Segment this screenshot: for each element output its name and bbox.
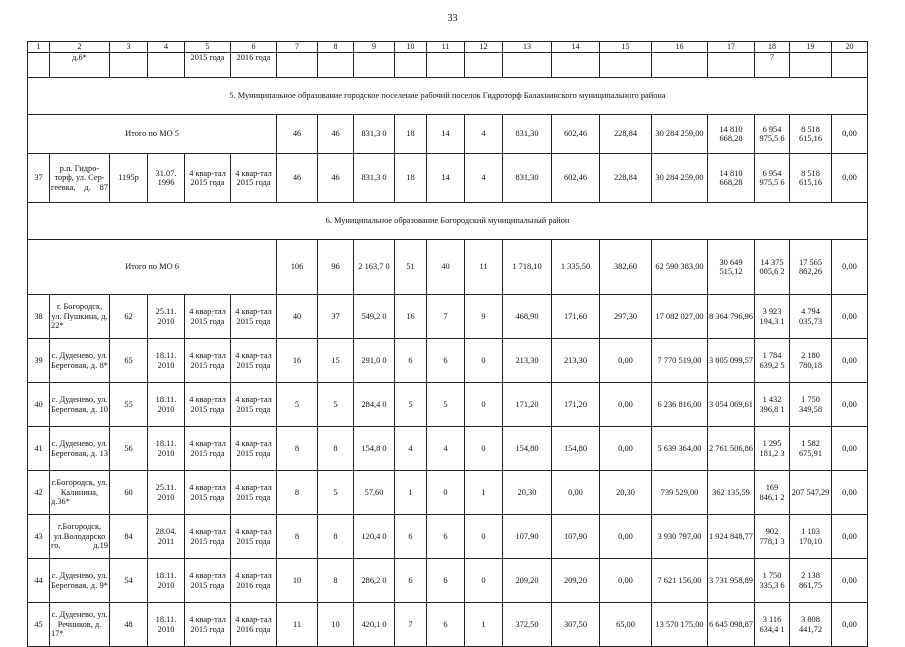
cell-c20: 0,00: [832, 559, 868, 603]
cell-c4: 18.11. 2010: [148, 603, 185, 647]
column-number: 8: [318, 42, 354, 53]
cell-c13: 209,20: [503, 559, 552, 603]
cell-c4: 28.04. 2011: [148, 515, 185, 559]
cell-c10: 18: [395, 154, 427, 203]
cell-c13: 171,20: [503, 383, 552, 427]
cell-c6: 4 квар-тал 2016 года: [231, 559, 277, 603]
cell-c16: 5 639 364,00: [652, 427, 708, 471]
cont-c18: 7: [755, 53, 790, 78]
column-number: 9: [354, 42, 395, 53]
cell-c20: 0,00: [832, 515, 868, 559]
cell-c18: 902 778,1 3: [755, 515, 790, 559]
cell-c8: 10: [318, 603, 354, 647]
cell-c11: 4: [427, 427, 465, 471]
cell-c18: 6 954 975,5 6: [755, 154, 790, 203]
table-row: [28, 339, 868, 383]
address-cell: с. Дуденево, ул. Речников, д. 17*: [50, 603, 110, 647]
column-number: 1: [28, 42, 50, 53]
cell-c20: 0,00: [832, 295, 868, 339]
column-number: 15: [600, 42, 652, 53]
cell-c5: 4 квар-тал 2015 года: [185, 559, 231, 603]
cell-c20: 0,00: [832, 383, 868, 427]
address-cell: с. Дуденево, ул. Береговая, д. 13: [50, 427, 110, 471]
cell-c19: 4 794 035,73: [790, 295, 832, 339]
cell-c8: 8: [318, 559, 354, 603]
cell-c4: 25.11. 2010: [148, 471, 185, 515]
cell-c15: 65,00: [600, 603, 652, 647]
total-cell-c11: 14: [427, 115, 465, 154]
column-number: 13: [503, 42, 552, 53]
total-cell-c20: 0,00: [832, 240, 868, 295]
cell-c1: 41: [28, 427, 50, 471]
section-5-header: [28, 78, 868, 115]
total-cell-c13: 1 718,10: [503, 240, 552, 295]
total-row-mo6: [28, 240, 868, 295]
cell-c18: 1 432 396,8 1: [755, 383, 790, 427]
cell-c1: 37: [28, 154, 50, 203]
cell-c3: 65: [110, 339, 148, 383]
total-label: Итого по МО 5: [28, 115, 277, 154]
cell-c1: 38: [28, 295, 50, 339]
cell-c14: 0,00: [552, 471, 600, 515]
continuation-row: [28, 53, 868, 78]
cell-c8: 5: [318, 383, 354, 427]
cell-c20: 0,00: [832, 154, 868, 203]
cell-c5: 4 квар-тал 2015 года: [185, 339, 231, 383]
column-number: 12: [465, 42, 503, 53]
cell-c17: 2 761 506,86: [708, 427, 755, 471]
total-cell-c8: 46: [318, 115, 354, 154]
cell-c17: 362 135,59: [708, 471, 755, 515]
column-number: 16: [652, 42, 708, 53]
cell-c5: 4 квар-тал 2015 года: [185, 515, 231, 559]
cell-c10: 6: [395, 515, 427, 559]
table-row: [28, 515, 868, 559]
cell-c15: 0,00: [600, 339, 652, 383]
cell-c18: 3 116 634,4 1: [755, 603, 790, 647]
cell-c10: 6: [395, 339, 427, 383]
total-cell-c17: 30 649 515,12: [708, 240, 755, 295]
cell-c8: 37: [318, 295, 354, 339]
column-number: 6: [231, 42, 277, 53]
section-6-header: [28, 203, 868, 240]
cell-c14: 171,60: [552, 295, 600, 339]
total-cell-c20: 0,00: [832, 115, 868, 154]
cell-c15: 228,84: [600, 154, 652, 203]
cell-c18: 3 923 194,3 1: [755, 295, 790, 339]
address-cell: р.п. Гидро-торф, ул. Сер-геевка, д. 87: [50, 154, 110, 203]
cell-c13: 831,30: [503, 154, 552, 203]
address-cell: с. Дуденево, ул. Береговая, д. 9*: [50, 559, 110, 603]
cell-c15: 0,00: [600, 559, 652, 603]
total-cell-c7: 46: [277, 115, 318, 154]
cell-c15: 20,30: [600, 471, 652, 515]
cell-c5: 4 квар-тал 2015 года: [185, 471, 231, 515]
total-cell-c9: 2 163,7 0: [354, 240, 395, 295]
cell-c16: 30 284 259,00: [652, 154, 708, 203]
column-number: 11: [427, 42, 465, 53]
cont-c1: [28, 53, 50, 78]
cell-c16: 13 570 175,00: [652, 603, 708, 647]
total-cell-c10: 51: [395, 240, 427, 295]
table-row: [28, 427, 868, 471]
total-cell-c17: 14 810 668,28: [708, 115, 755, 154]
cell-c17: 6 645 098,87: [708, 603, 755, 647]
cell-c18: 169 846,1 2: [755, 471, 790, 515]
cell-c8: 5: [318, 471, 354, 515]
cell-c12: 0: [465, 515, 503, 559]
cell-c16: 17 082 027,00: [652, 295, 708, 339]
cell-c10: 4: [395, 427, 427, 471]
cell-c15: 0,00: [600, 383, 652, 427]
cell-c20: 0,00: [832, 603, 868, 647]
total-cell-c15: 228,84: [600, 115, 652, 154]
cell-c14: 602,46: [552, 154, 600, 203]
cell-c12: 4: [465, 154, 503, 203]
cell-c7: 8: [277, 515, 318, 559]
cell-c14: 209,20: [552, 559, 600, 603]
cell-c12: 9: [465, 295, 503, 339]
cell-c17: 1 924 848,77: [708, 515, 755, 559]
cell-c17: 3 731 958,89: [708, 559, 755, 603]
cont-c6: 2016 года: [231, 53, 277, 78]
cell-c15: 297,30: [600, 295, 652, 339]
cell-c14: 107,90: [552, 515, 600, 559]
total-cell-c8: 96: [318, 240, 354, 295]
cell-c6: 4 квар-тал 2015 года: [231, 471, 277, 515]
cell-c15: 0,00: [600, 427, 652, 471]
cont-address: д.6*: [50, 53, 110, 78]
cell-c7: 5: [277, 383, 318, 427]
cell-c5: 4 квар-тал 2015 года: [185, 154, 231, 203]
column-number: 3: [110, 42, 148, 53]
cell-c17: 3 805 099,57: [708, 339, 755, 383]
total-cell-c16: 62 590 383,00: [652, 240, 708, 295]
cell-c16: 739 529,00: [652, 471, 708, 515]
total-label: Итого по МО 6: [28, 240, 277, 295]
cell-c11: 5: [427, 383, 465, 427]
cell-c10: 16: [395, 295, 427, 339]
cell-c7: 10: [277, 559, 318, 603]
cell-c17: 14 810 668,28: [708, 154, 755, 203]
column-number: 2: [50, 42, 110, 53]
table-row: [28, 471, 868, 515]
column-number: 19: [790, 42, 832, 53]
cell-c16: 6 236 816,00: [652, 383, 708, 427]
cell-c19: 2 138 861,75: [790, 559, 832, 603]
cell-c18: 1 750 335,3 6: [755, 559, 790, 603]
cell-c9: 284,4 0: [354, 383, 395, 427]
cell-c9: 549,2 0: [354, 295, 395, 339]
cell-c1: 44: [28, 559, 50, 603]
cell-c11: 6: [427, 515, 465, 559]
cell-c7: 46: [277, 154, 318, 203]
cell-c3: 55: [110, 383, 148, 427]
cell-c18: 1 784 639,2 5: [755, 339, 790, 383]
cell-c14: 154,80: [552, 427, 600, 471]
cell-c9: 291,0 0: [354, 339, 395, 383]
cell-c12: 0: [465, 427, 503, 471]
cell-c11: 6: [427, 603, 465, 647]
cell-c19: 1 103 170,10: [790, 515, 832, 559]
total-cell-c19: 17 565 862,26: [790, 240, 832, 295]
cell-c4: 18.11. 2010: [148, 383, 185, 427]
address-cell: г.Богородск, ул. Калинина, д.36*: [50, 471, 110, 515]
table-row-37: [28, 154, 868, 203]
cell-c7: 40: [277, 295, 318, 339]
cell-c5: 4 квар-тал 2015 года: [185, 427, 231, 471]
cell-c9: 120,4 0: [354, 515, 395, 559]
cell-c5: 4 квар-тал 2015 года: [185, 383, 231, 427]
cell-c1: 42: [28, 471, 50, 515]
cell-c13: 20,30: [503, 471, 552, 515]
cell-c1: 45: [28, 603, 50, 647]
cell-c6: 4 квар-тал 2015 года: [231, 154, 277, 203]
cell-c19: 1 582 675,91: [790, 427, 832, 471]
cell-c6: 4 квар-тал 2015 года: [231, 515, 277, 559]
cell-c1: 43: [28, 515, 50, 559]
address-cell: с. Дуденево, ул. Береговая, д. 8*: [50, 339, 110, 383]
column-number: 20: [832, 42, 868, 53]
cell-c11: 7: [427, 295, 465, 339]
cell-c6: 4 квар-тал 2015 года: [231, 427, 277, 471]
cell-c6: 4 квар-тал 2015 года: [231, 339, 277, 383]
cell-c7: 11: [277, 603, 318, 647]
page-number: 33: [447, 13, 458, 24]
column-number: 4: [148, 42, 185, 53]
total-cell-c13: 831,30: [503, 115, 552, 154]
cell-c4: 18.11. 2010: [148, 559, 185, 603]
cell-c3: 60: [110, 471, 148, 515]
total-cell-c14: 1 335,50: [552, 240, 600, 295]
cell-c20: 0,00: [832, 339, 868, 383]
cell-c10: 5: [395, 383, 427, 427]
column-number: 14: [552, 42, 600, 53]
address-cell: г.Богородск, ул.Володарско го, д.19: [50, 515, 110, 559]
cell-c1: 39: [28, 339, 50, 383]
table-row: [28, 383, 868, 427]
cell-c6: 4 квар-тал 2015 года: [231, 295, 277, 339]
cell-c12: 1: [465, 603, 503, 647]
cell-c8: 8: [318, 427, 354, 471]
total-cell-c9: 831,3 0: [354, 115, 395, 154]
total-cell-c10: 18: [395, 115, 427, 154]
cell-c13: 213,30: [503, 339, 552, 383]
total-cell-c12: 4: [465, 115, 503, 154]
address-cell: с. Дуденево, ул. Береговая, д. 10: [50, 383, 110, 427]
column-number: 17: [708, 42, 755, 53]
cell-c12: 0: [465, 383, 503, 427]
cell-c11: 6: [427, 339, 465, 383]
column-number: 5: [185, 42, 231, 53]
column-number: 10: [395, 42, 427, 53]
cell-c8: 8: [318, 515, 354, 559]
cell-c3: 56: [110, 427, 148, 471]
cell-c7: 8: [277, 427, 318, 471]
cell-c3: 62: [110, 295, 148, 339]
total-cell-c16: 30 284 259,00: [652, 115, 708, 154]
cell-c16: 7 621 156,00: [652, 559, 708, 603]
cell-c9: 831,3 0: [354, 154, 395, 203]
cell-c8: 15: [318, 339, 354, 383]
cell-c10: 1: [395, 471, 427, 515]
cell-c3: 48: [110, 603, 148, 647]
cell-c13: 107,90: [503, 515, 552, 559]
cell-c1: 40: [28, 383, 50, 427]
housing-program-table: [27, 41, 868, 647]
cell-c19: 2 180 780,18: [790, 339, 832, 383]
cell-c14: 171,20: [552, 383, 600, 427]
cell-c12: 0: [465, 339, 503, 383]
cell-c10: 6: [395, 559, 427, 603]
column-number-row: [28, 42, 868, 53]
cell-c4: 18.11. 2010: [148, 427, 185, 471]
cell-c19: 8 518 615,16: [790, 154, 832, 203]
cell-c4: 31.07. 1996: [148, 154, 185, 203]
cell-c11: 0: [427, 471, 465, 515]
cell-c4: 25.11. 2010: [148, 295, 185, 339]
cell-c19: 207 547,29: [790, 471, 832, 515]
total-cell-c18: 14 375 005,6 2: [755, 240, 790, 295]
cell-c3: 54: [110, 559, 148, 603]
cell-c17: 8 364 796,96: [708, 295, 755, 339]
cell-c18: 1 295 181,2 3: [755, 427, 790, 471]
cell-c13: 468,90: [503, 295, 552, 339]
cell-c8: 46: [318, 154, 354, 203]
cell-c11: 14: [427, 154, 465, 203]
cont-c5: 2015 года: [185, 53, 231, 78]
cell-c3: 1195р: [110, 154, 148, 203]
total-cell-c7: 106: [277, 240, 318, 295]
column-number: 18: [755, 42, 790, 53]
cell-c16: 3 930 797,00: [652, 515, 708, 559]
cell-c9: 154,8 0: [354, 427, 395, 471]
cell-c16: 7 770 519,00: [652, 339, 708, 383]
cell-c6: 4 квар-тал 2015 года: [231, 383, 277, 427]
total-row-mo5: [28, 115, 868, 154]
cell-c7: 16: [277, 339, 318, 383]
cell-c13: 372,50: [503, 603, 552, 647]
table-row: [28, 295, 868, 339]
cell-c11: 6: [427, 559, 465, 603]
cell-c14: 213,30: [552, 339, 600, 383]
cell-c9: 286,2 0: [354, 559, 395, 603]
total-cell-c12: 11: [465, 240, 503, 295]
cell-c15: 0,00: [600, 515, 652, 559]
table-row: [28, 559, 868, 603]
cell-c3: 84: [110, 515, 148, 559]
total-cell-c18: 6 954 975,5 6: [755, 115, 790, 154]
cell-c20: 0,00: [832, 427, 868, 471]
cell-c20: 0,00: [832, 471, 868, 515]
cell-c6: 4 квар-тал 2016 года: [231, 603, 277, 647]
cell-c19: 3 808 441,72: [790, 603, 832, 647]
total-cell-c14: 602,46: [552, 115, 600, 154]
cell-c12: 0: [465, 559, 503, 603]
section-6-title: 6. Муниципальное образование Богородский муниципальный район: [28, 203, 868, 240]
section-5-title: 5. Муниципальное образование городское поселение рабочий поселок Гидроторф Балахнинского муниципального района: [28, 78, 868, 115]
cell-c9: 420,1 0: [354, 603, 395, 647]
cell-c17: 3 054 069,61: [708, 383, 755, 427]
cell-c13: 154,80: [503, 427, 552, 471]
cell-c19: 1 750 349,58: [790, 383, 832, 427]
cell-c4: 18.11. 2010: [148, 339, 185, 383]
total-cell-c15: 382,60: [600, 240, 652, 295]
cell-c7: 8: [277, 471, 318, 515]
address-cell: г. Богородск, ул. Пушкина, д. 22*: [50, 295, 110, 339]
cell-c9: 57,60: [354, 471, 395, 515]
cell-c10: 7: [395, 603, 427, 647]
table-body: [28, 42, 868, 647]
total-cell-c11: 40: [427, 240, 465, 295]
cell-c12: 1: [465, 471, 503, 515]
total-cell-c19: 8 518 615,16: [790, 115, 832, 154]
cell-c14: 307,50: [552, 603, 600, 647]
cell-c5: 4 квар-тал 2015 года: [185, 603, 231, 647]
cell-c5: 4 квар-тал 2015 года: [185, 295, 231, 339]
column-number: 7: [277, 42, 318, 53]
